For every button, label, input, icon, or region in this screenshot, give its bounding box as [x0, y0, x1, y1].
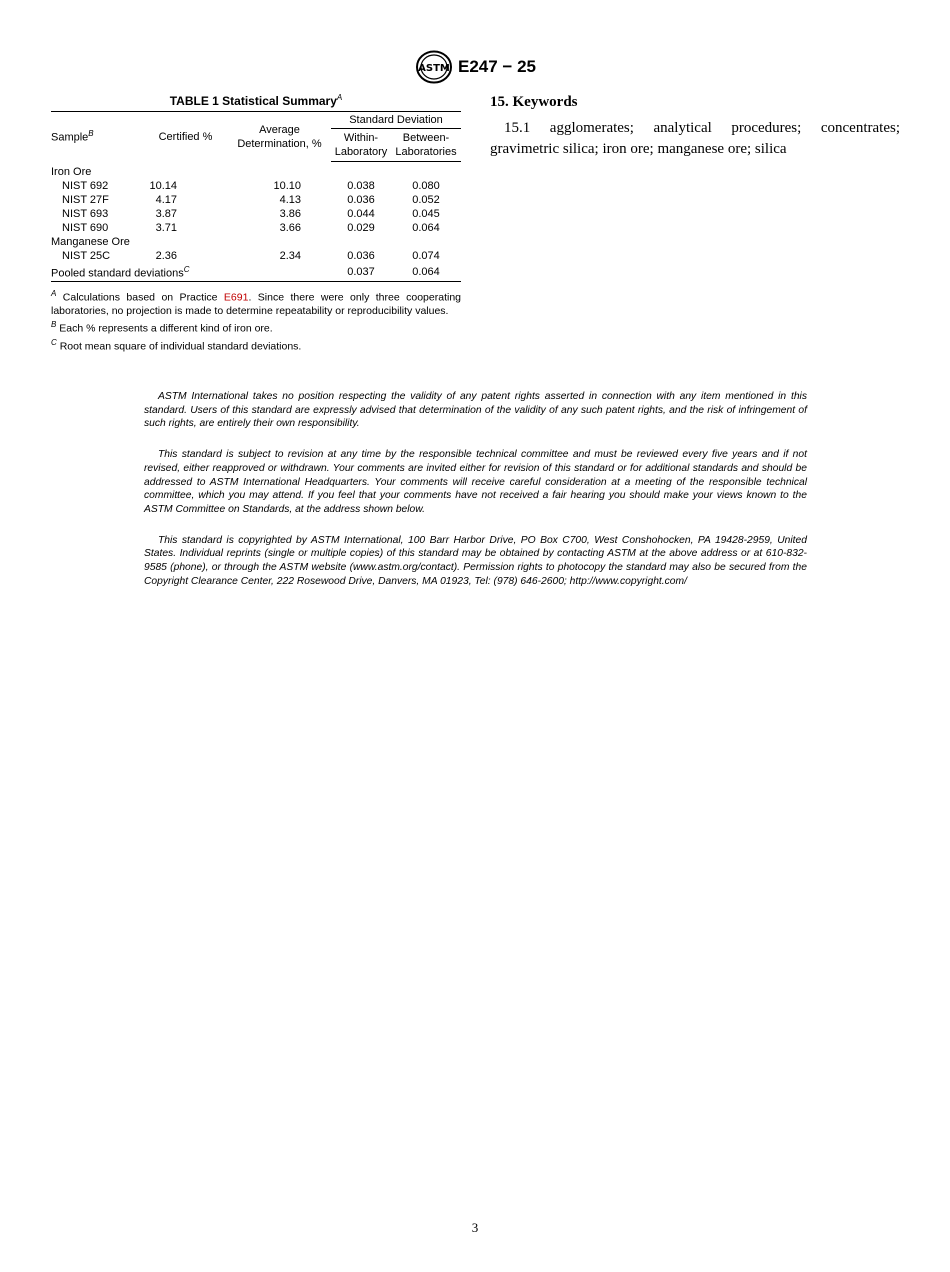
table-row: NIST 693 3.87 3.86 0.044 0.045 — [62, 208, 440, 220]
practice-e691-link[interactable]: E691 — [223, 291, 249, 304]
patent-notice: ASTM International takes no position respecting the validity of any patent rights asserted in connection with any item mentioned in this standard. Users of this standard are expressly advised that determination of the validity of any such patent rights, and the risk of infringement of such rights, are entirely their own responsibility. — [144, 391, 807, 430]
pooled-row: Pooled standard deviations$^C$ 0.037 0.064 — [51, 263, 461, 281]
table-row: NIST 25C 2.36 2.34 0.036 0.074 — [62, 250, 440, 262]
page-header — [0, 50, 950, 90]
group-row-manganese-ore: Manganese Ore — [51, 236, 130, 248]
col-header-average: Average Determination, % — [228, 112, 331, 162]
page-number: 3 — [471, 1220, 479, 1235]
footnote-a: $^A$ Calculations based on Practice E691. Since there were only three cooperating laboratories, no projection is made to determine repeatability or reproducibility values. — [51, 288, 461, 317]
table-row: NIST 27F 4.17 4.13 0.036 0.052 — [62, 194, 440, 206]
table-row: NIST 690 3.71 3.66 0.029 0.064 — [62, 222, 440, 234]
statistical-summary-table — [51, 111, 461, 282]
copyright-notice: This standard is copyrighted by ASTM International, 100 Barr Harbor Drive, PO Box C700, West Conshohocken, PA 19428-2959, United States. Individual reprints (single or multiple copies) of this standard may be obtained by contacting ASTM at the above address or at 610-832-9585 (phone), or through the ASTM website (www.astm.org/contact). Permission rights to photocopy the standard may also be secured from the Copyright Clearance Center, 222 Rosewood Drive, Danvers, MA 01923, Tel: (978) 646-2600; http://www.copyright.com/ — [144, 534, 807, 587]
keywords-section — [490, 94, 900, 160]
legal-notices — [144, 390, 807, 605]
col-header-sample: Sample$^B$ — [51, 112, 143, 162]
col-header-certified: Certified % — [143, 112, 228, 162]
table-section — [51, 93, 461, 354]
table-title: TABLE 1 Statistical Summary$^A$ — [169, 93, 343, 108]
document-designation: E247 − 25 — [458, 57, 536, 76]
footnote-c: $^C$ Root mean square of individual standard deviations. — [51, 338, 302, 353]
astm-logo-icon — [414, 50, 454, 84]
revision-notice: This standard is subject to revision at any time by the responsible technical committee and must be reviewed every five years and if not revised, either reapproved or withdrawn. Your comments are invited either for revision of this standard or for additional standards and should be addressed to ASTM International Headquarters. Your comments will receive careful consideration at a meeting of the responsible technical committee, which you may attend. If you feel that your comments have not received a fair hearing you should make your views known to the ASTM Committee on Standards, at the address shown below. — [144, 449, 807, 515]
table-footnotes — [51, 287, 461, 355]
col-header-within: Within- Laboratory — [331, 129, 391, 162]
group-row-iron-ore: Iron Ore — [51, 166, 92, 178]
col-header-std-dev: Standard Deviation — [331, 112, 461, 129]
col-header-between: Between- Laboratories — [391, 129, 461, 162]
keywords-heading: 15. Keywords — [490, 94, 578, 110]
table-row: NIST 692 10.14 10.10 0.038 0.080 — [62, 180, 440, 192]
keywords-text: 15.1 agglomerates; analytical procedures; concentrates; gravimetric silica; iron ore; manganese ore; silica — [490, 120, 900, 157]
footnote-b: $^B$ Each % represents a different kind of iron ore. — [51, 320, 273, 335]
svg-text:ASTM: ASTM — [418, 63, 450, 74]
